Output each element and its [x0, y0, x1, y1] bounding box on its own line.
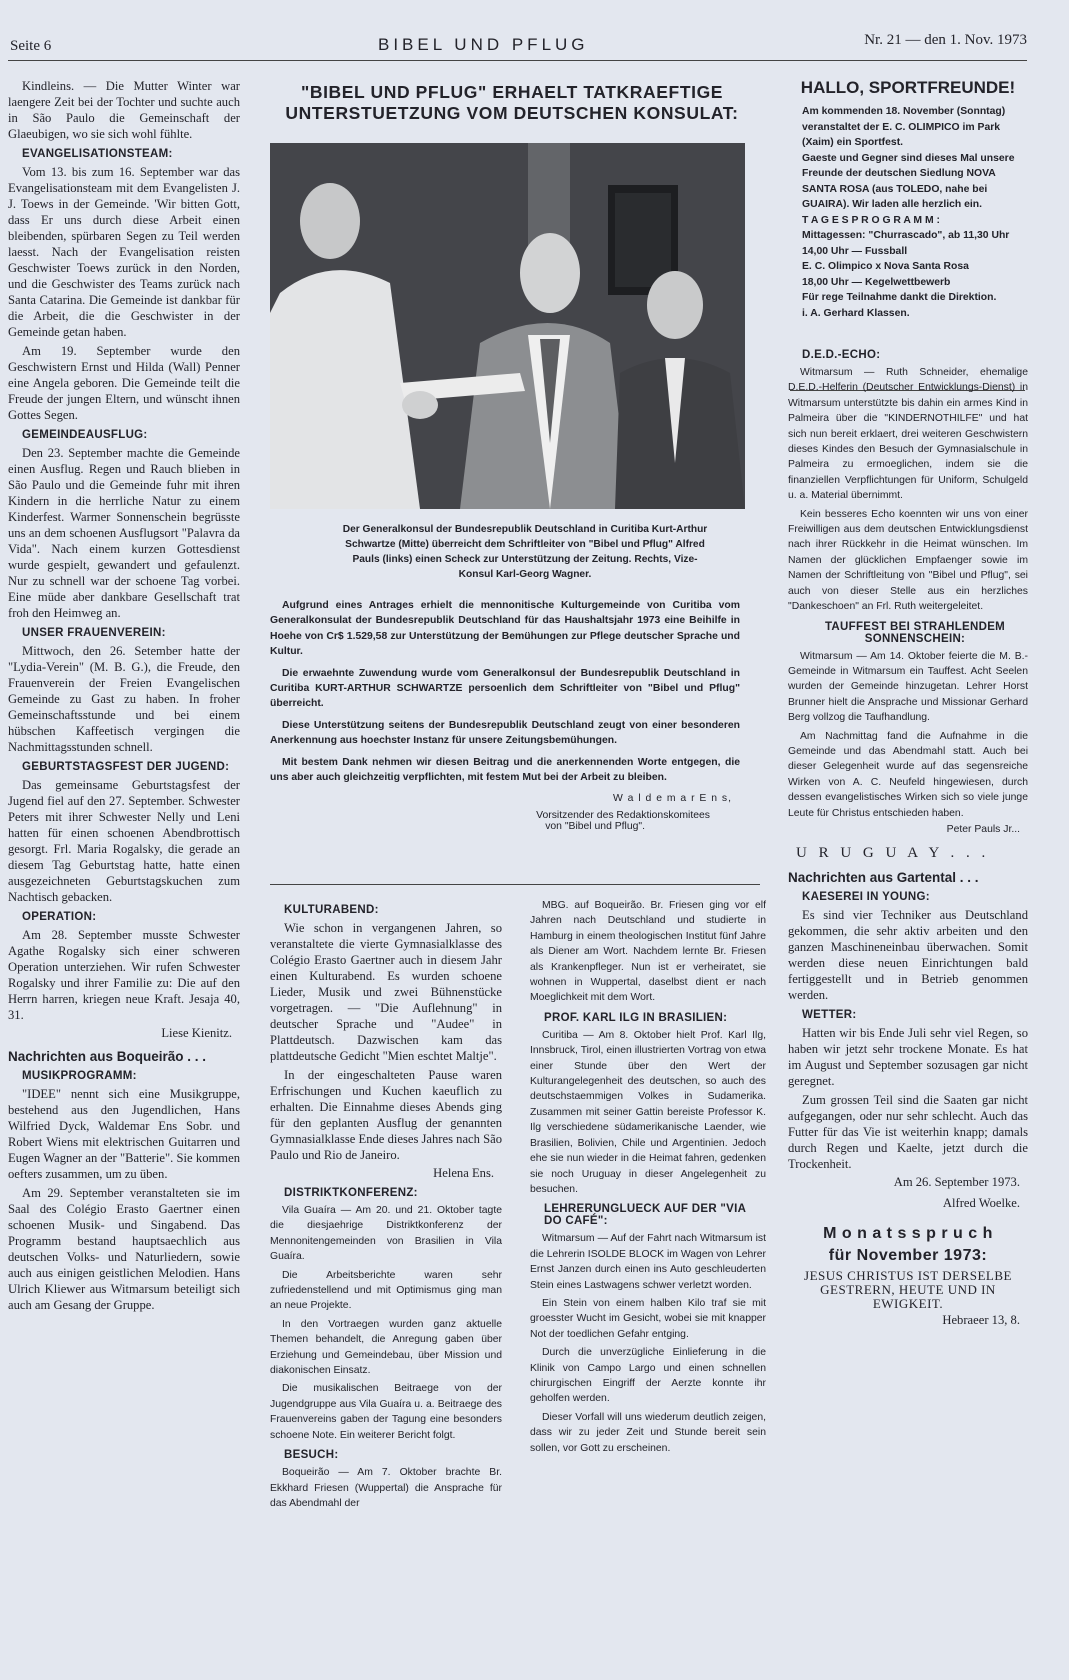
- article-paragraph: i. A. Gerhard Klassen.: [802, 307, 910, 319]
- lead-signature-name: W a l d e m a r E n s,: [612, 793, 732, 805]
- article-paragraph: Witmarsum — Ruth Schneider, ehemalige D.E.D.-Helferin (Deutscher Entwicklungs-Dienst) in Witmarsum unterstützte bis dahin ein armes Kind in Palmeira über die "KINDERNOTHILFE" und hat sich nun bereit erklaert, drei weiteren Geschwistern dieses Kindes den Besuch der Gymnasialschule in Palmeira zu ermoeglichen, indem sie die finanziellen Verpflichtungen für Uniform, Schulgeld u. a. Material übernimmt.: [788, 367, 1028, 502]
- page-number: Seite 6: [10, 38, 52, 54]
- author-signature: Alfred Woelke.: [942, 1195, 1020, 1210]
- page-header: [8, 32, 1027, 61]
- article-paragraph: Das gemeinsame Geburtstagsfest der Jugend fiel auf den 27. September. Schwester Peters mit ihrer Schwester Nelly und Leni hatten für einen schoenen Abendbrottisch gesorgt. Frl. Maria Rogalsky, die gerade an diesem Tag Geburtstag hatte, hatte einen ausgezeichneten Geburtstagskuchen zum Nachtisch gebacken.: [8, 778, 240, 904]
- article-paragraph: MBG. auf Boqueirão. Br. Friesen ging vor elf Jahren nach Deutschland und studierte in Hamburg in einem theologischen Institut fünf Jahre als Diener am Wort. Nachdem lernte Br. Friesen als Krankenpfleger. Nun ist er verheiratet, sie wohnen in Wuppertal, daselbst dient er nach Moeglichkeit mit dem Wort.: [530, 900, 766, 1004]
- section-heading: DISTRIKTKONFERENZ:: [284, 1187, 418, 1199]
- author-signature: Am 26. September 1973.: [893, 1174, 1020, 1189]
- sport-title: HALLO, SPORTFREUNDE!: [800, 78, 1016, 97]
- article-paragraph: Gaeste und Gegner sind dieses Mal unsere Freunde der deutschen Siedlung NOVA SANTA ROSA (aus TOLEDO, nahe bei GUAIRA). Wir laden alle herzlich ein.: [802, 152, 1015, 210]
- section-heading: KAESEREI IN YOUNG:: [802, 890, 930, 903]
- country-heading: U R U G U A Y . . .: [796, 844, 990, 861]
- article-paragraph: Die erwaehnte Zuwendung wurde vom Generalkonsul der Bundesrepublik Deutschland in Curitiba KURT-ARTHUR SCHWARTZE persoenlich dem Schriftleiter von "Bibel und Pflug" überreicht.: [270, 667, 740, 710]
- article-paragraph: Mittwoch, den 26. Setember hatte der "Lydia-Verein" (M. B. G.), die Freude, den Frauenverein der Freien Evangelischen Gemeinde zu Gast zu haben. In froher Gemeinschaftsstunde und bei einem hübschen Kaffeetisch vergingen die Nachmittagsstunden schnell.: [8, 644, 240, 754]
- verse-title: M o n a t s s p r u c h: [823, 1224, 993, 1242]
- article-paragraph: Aufgrund eines Antrages erhielt die mennonitische Kulturgemeinde von Curitiba vom Generalkonsulat der Bundesrepublik Deutschland für das Haushaltsjahr 1973 eine Beihilfe in Hoehe von Cr$ 1.529,58 zur Unterstützung der Bemühungen zur Pflege deutscher Sprache und Kultur.: [270, 600, 740, 658]
- article-paragraph: Diese Unterstützung seitens der Bundesrepublik Deutschland zeugt von einer besonderen Anerkennung aus hoechster Instanz für unsere Zeitungsbemühungen.: [270, 719, 740, 747]
- section-heading: MUSIKPROGRAMM:: [22, 1070, 137, 1082]
- section-title: Nachrichten aus Boqueirão . . .: [8, 1049, 207, 1064]
- article-paragraph: Curitiba — Am 8. Oktober hielt Prof. Karl Ilg, Innsbruck, Tirol, einen illustrierten Vortrag von etwa einer Stunde über den Wert der Kulturangelegenheit des deutschen, so auch des deutschstaemmigen Volkes in Sudamerika. Zusammen mit seiner Gattin bereiste Professor K. Ilg verschiedene südamerikanische Laender, wie Brasilien, Bolivien, Chile und Argentinien. Jedoch ehe sie nun wieder in die Heimat fahren, gedenken sie noch Uruguay in dieser Angelegenheit zu besuchen.: [530, 1029, 766, 1195]
- article-paragraph: 18,00 Uhr — Kegelwettbewerb: [802, 276, 951, 288]
- article-paragraph: Die Arbeitsberichte waren sehr zufriedenstellend und mit Optimismus ging man an neue Projekte.: [270, 1269, 502, 1312]
- section-divider: [270, 884, 760, 885]
- author-signature: Peter Pauls Jr...: [946, 823, 1020, 835]
- article-paragraph: Es sind vier Techniker aus Deutschland gekommen, die sehr aktiv arbeiten und den ganzen Maschineneinbau überwachen. Somit werden diese neuen Einrichtungen bald fertiggestellt und in Betrieb genommen werden.: [788, 907, 1028, 1002]
- article-paragraph: Den 23. September machte die Gemeinde einen Ausflug. Regen und Rauch blieben in São Paulo und die Gemeinde fuhr mit ihren Kindern in die herrliche Natur zu einem Kinderfest. Warmer Sonnenschein begrüsste uns an dem schoenen Ausflugsort "Palavra da Vida". Nach einem kurzen Gottesdienst wurde gespielt, gewandert und gefaulenzt. Nur zu schnell war der schoene Tag vorbei. Eine müde aber dankbare Gesellschaft trat froh den Heimweg an.: [8, 446, 240, 620]
- column-3: [530, 898, 766, 1459]
- article-paragraph: Zum grossen Teil sind die Saaten gar nicht aufgegangen, oder nur sehr schlecht. Auch das Futter für das Vie ist weiterhin knapp; damals durch Regen und Kaelte, jetzt durch die Trockenheit.: [788, 1092, 1028, 1171]
- article-paragraph: Hatten wir bis Ende Juli sehr viel Regen, so haben wir jetzt sehr trockene Monate. Es hat im August und September sozusagen gar nicht geregnet.: [788, 1025, 1028, 1088]
- article-paragraph: Am 19. September wurde den Geschwistern Ernst und Hilda (Wall) Penner eine Angela geboren. Die Gemeinde teilt die Freude der jungen Eltern, und wünscht ihnen Gottes Segen.: [8, 344, 240, 422]
- article-paragraph: Mit bestem Dank nehmen wir diesen Beitrag und die anerkennenden Worte entgegen, die uns aber auch gleichzeitig verpflichten, mit festem Mut bei der Arbeit zu bleiben.: [270, 756, 740, 784]
- article-paragraph: Boqueirão — Am 7. Oktober brachte Br. Ekkhard Friesen (Wuppertal) die Ansprache für das Abendmahl der: [270, 1467, 502, 1509]
- verse-title: für November 1973:: [828, 1246, 988, 1264]
- author-signature: Hebraeer 13, 8.: [942, 1312, 1020, 1327]
- article-paragraph: "IDEE" nennt sich eine Musikgruppe, bestehend aus den Jugendlichen, Hans Wilfried Dyck, Waldemar Ens Sobr. und Robert Wiens mit elektrischen Guitarren und Eugen Wagner an der "Batterie". Sie kommen oefters zusammen, um zu üben.: [8, 1087, 240, 1181]
- section-title: Nachrichten aus Gartental . . .: [788, 869, 979, 885]
- article-paragraph: Kindleins. — Die Mutter Winter war laengere Zeit bei der Tochter und suchte auch in São Paulo die Gemeinschaft der Glaeubigen, wo sie sich wohl fühlte.: [8, 79, 240, 141]
- article-paragraph: Durch die unverzügliche Einlieferung in die Klinik von Campo Largo und einen schnellen chirurgischen Eingriff der Aerzte konnte ihr geholfen werden.: [530, 1347, 766, 1405]
- article-paragraph: Ein Stein von einem halben Kilo traf sie mit groesster Wucht im Gesicht, wobei sie mit knapper Not der toedlichen Gefahr entging.: [530, 1297, 766, 1340]
- lead-article-body: [270, 598, 740, 832]
- section-heading: UNSER FRAUENVEREIN:: [22, 627, 166, 639]
- article-paragraph: Am Nachmittag fand die Aufnahme in die Gemeinde und das Abendmahl statt. Auch bei dieser Gelegenheit wurde auf das segensreiche Wirken von A. C. Neufeld hingewiesen, durch dessen evangelistisches Wirken sich so viele junge Leute für Christus entschieden haben.: [788, 730, 1028, 819]
- article-paragraph: Wie schon in vergangenen Jahren, so veranstaltete die vierte Gymnasialklasse des Colégio Erasto Gaertner auch in diesem Jahr einen Kulturabend. Es wurden schoene Lieder, Musik und zwei Bühnenstücke vorgetragen. — "Die Auflehnung" in deutscher Sprache und "Audee" in Plattdeutsch. Dazwischen kam das plattdeutsche Gedicht "Mien eschtet Maltje".: [270, 921, 502, 1063]
- section-heading: PROF. KARL ILG IN BRASILIEN:: [544, 1011, 728, 1024]
- verse-text: JESUS CHRISTUS IST DERSELBE GESTRERN, HEUTE UND IN EWIGKEIT.: [804, 1267, 1012, 1311]
- photo-caption: Der Generalkonsul der Bundesrepublik Deutschland in Curitiba Kurt-Arthur Schwartze (Mitte) überreicht dem Schriftleiter von "Bibel und Pflug" Alfred Pauls (links) einen Scheck zur Unterstützung der Zeitung. Rechts, Vize-Konsul Karl-Georg Wagner.: [342, 524, 708, 580]
- lead-article-title: "BIBEL UND PFLUG" ERHAELT TATKRAEFTIGE UNTERSTUETZUNG VOM DEUTSCHEN KONSULAT:: [285, 82, 739, 123]
- article-paragraph: Witmarsum — Am 14. Oktober feierte die M. B.-Gemeinde in Witmarsum ein Tauffest. Acht Seelen wurden der Gemeinde hinzugetan. Lehrer Horst Brunner hielt die Ansprache und Missionar Gerhard Berg vollzog die Taufhandlung.: [788, 650, 1028, 724]
- article-paragraph: Kein besseres Echo koennten wir uns von einer Freiwilligen aus dem deutschen Entwicklungsdienst nach ihrer Rückkehr in die Heimat wünschen. Im Namen der glücklichen Empfaenger sowie im Namen der Schriftleitung von "Bibel und Pflug", sei auch von dieser Stelle aus ein herzliches "Dankeschoen" an Frl. Ruth weitergeleitet.: [788, 508, 1028, 613]
- article-paragraph: 14,00 Uhr — Fussball: [802, 245, 908, 257]
- photo-illustration: [270, 143, 745, 509]
- article-paragraph: Am 29. September veranstalteten sie im Saal des Colégio Erasto Gaertner einen schoenen Musik- und Singabend. Das Programm bestand hauptsaechlich aus deutschen Volks- und Naturliedern, sowie auch aus einigen geistlichen Melodien. Hans Ulrich Kliewer aus Witmarsum beteiligt sich auch am Gesang der Gruppe.: [8, 1186, 240, 1312]
- section-heading: TAUFFEST BEI STRAHLENDEM SONNENSCHEIN:: [824, 620, 1006, 645]
- article-paragraph: In der eingeschalteten Pause waren Erfrischungen und Kuchen kaeuflich zu erhalten. Die Einnahme dieses Abends ging für den geplanten Ausflug der genannten Gymnasialklasse Ende dieses Jahres nach São Paulo und Rio de Janeiro.: [270, 1068, 502, 1162]
- section-heading: OPERATION:: [22, 911, 97, 923]
- article-paragraph: Vom 13. bis zum 16. September war das Evangelisationsteam mit dem Evangelisten J. J. Toews in der Gemeinde. 'Wir bitten Gott, dass Er uns durch diese Arbeit einen bleibenden, spürbaren Segen zu Teil werden laesst. Nach der Evangelisation reisten Geschwister Toews zurück in den Norden, und die Geschwister des Teams zurück nach Santa Catarina. Die Gemeinde ist dankbar für die Arbeit, die die Geschwister in der Gemeinde getan haben.: [8, 165, 240, 339]
- issue-date: Nr. 21 — den 1. Nov. 1973: [864, 32, 1027, 48]
- article-paragraph: Am 28. September musste Schwester Agathe Rogalsky sich einer schweren Operation unterziehen. Wir rufen Schwester Rogalsky und ihrer Familie zu: Die auf den Herrn harren, kriegen neue Kraft. Jesaja 40, 31.: [8, 928, 240, 1022]
- lead-photo: [270, 143, 745, 509]
- section-heading: D.E.D.-ECHO:: [802, 349, 881, 361]
- article-paragraph: T A G E S P R O G R A M M :: [802, 214, 940, 226]
- author-signature: Helena Ens.: [433, 1166, 494, 1180]
- article-paragraph: E. C. Olimpico x Nova Santa Rosa: [802, 261, 969, 272]
- section-heading: LEHRERUNGLUECK AUF DER "VIA DO CAFÉ":: [544, 1203, 746, 1228]
- lead-signature-paper: von "Bibel und Pflug".: [545, 821, 645, 833]
- article-paragraph: Am kommenden 18. November (Sonntag) veranstaltet der E. C. OLIMPICO im Park (Xaim) ein Sportfest.: [802, 106, 1006, 148]
- section-heading: GEBURTSTAGSFEST DER JUGEND:: [22, 761, 230, 773]
- article-paragraph: Witmarsum — Auf der Fahrt nach Witmarsum ist die Lehrerin ISOLDE BLOCK im Wagen von Lehrer Ernst Janzen durch einen ins Auto geschleuderten Stein eines Lastwagens schwer verletzt worden.: [530, 1233, 766, 1291]
- section-heading: BESUCH:: [284, 1449, 339, 1462]
- lead-signature-role: Vorsitzender des Redaktionskomitees: [536, 810, 710, 822]
- author-signature: Liese Kienitz.: [161, 1026, 232, 1040]
- section-heading: GEMEINDEAUSFLUG:: [22, 429, 148, 441]
- column-2: [270, 898, 502, 1514]
- section-heading: EVANGELISATIONSTEAM:: [22, 148, 173, 160]
- section-heading: WETTER:: [802, 1008, 857, 1021]
- article-paragraph: Die musikalischen Beitraege von der Jugendgruppe aus Vila Guaíra u. a. Beitraege des Frauenvereins gaben der Tagung eine besonders schoene Note. Ein weiterer Bericht folgt.: [270, 1383, 502, 1441]
- masthead: BIBEL UND PFLUG: [378, 35, 589, 54]
- article-paragraph: Dieser Vorfall will uns wiederum deutlich zeigen, dass wir zu jeder Zeit und Stunde bereit sein sollen, vor Gott zu erscheinen.: [530, 1411, 766, 1454]
- column-1: [8, 78, 240, 1316]
- article-paragraph: Vila Guaíra — Am 20. und 21. Oktober tagte die diesjaehrige Distriktkonferenz der Mennonitengemeinden von Brasilien in Vila Guaíra.: [270, 1205, 502, 1263]
- column-4: [788, 78, 1028, 1334]
- article-paragraph: Für rege Teilnahme dankt die Direktion.: [802, 292, 997, 303]
- article-paragraph: In den Vortraegen wurden ganz aktuelle Themen behandelt, die Anregung gaben über Erziehung und Gemeindebau, über Mission und diakonischen Einsatz.: [270, 1318, 502, 1377]
- article-paragraph: Mittagessen: "Churrascado", ab 11,30 Uhr: [802, 230, 1010, 241]
- section-heading: KULTURABEND:: [284, 904, 379, 916]
